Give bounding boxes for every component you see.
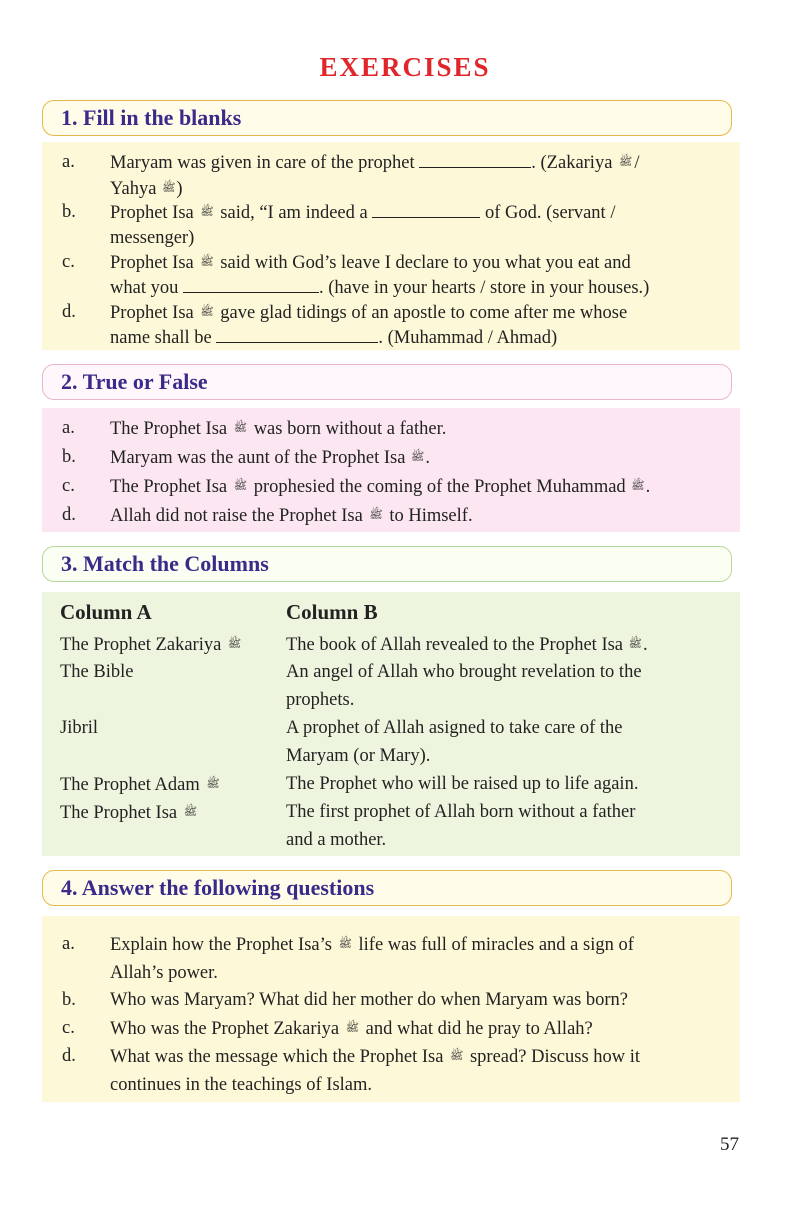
column-b-item: prophets. [286, 690, 355, 710]
section-body-match [42, 592, 740, 856]
column-a-title: Column A [60, 600, 152, 624]
item-text: Allah did not raise the Prophet Isa [110, 506, 363, 526]
item-letter: c. [62, 252, 75, 272]
item-text: / [634, 153, 640, 173]
item-text: messenger) [110, 228, 195, 248]
column-b-item: The book of Allah revealed to the Prophet Isa ﷺ. [286, 635, 648, 655]
blank-line [216, 328, 378, 343]
item-text: Maryam was given in care of the prophet [110, 153, 415, 173]
pbuh-icon: ﷺ [200, 206, 214, 218]
item-text: The Prophet Adam [60, 775, 200, 795]
column-a-item: Jibril [60, 718, 99, 738]
column-b-item: Maryam (or Mary). [286, 746, 431, 766]
item-letter: d. [62, 1046, 76, 1066]
item-text: and what did he pray to Allah? [365, 1019, 593, 1039]
section-header-true-false [42, 364, 732, 400]
blank-line [183, 278, 319, 293]
column-b-item: An angel of Allah who brought revelation to the [286, 662, 642, 682]
item-text: was born without a father. [253, 419, 447, 439]
page-number: 57 [720, 1134, 739, 1155]
pbuh-icon: ﷺ [206, 778, 220, 790]
section-heading: 1. Fill in the blanks [61, 105, 242, 130]
section-body-true-false [42, 408, 740, 532]
pbuh-icon: ﷺ [411, 451, 425, 463]
item-text: said with God’s leave I declare to you what you eat and [220, 253, 631, 273]
item-letter: b. [62, 202, 76, 222]
item-text: what you [110, 278, 179, 298]
column-a-item [60, 798, 199, 827]
item-text: gave glad tidings of an apostle to come after me whose [220, 303, 628, 323]
item-text: What was the message which the Prophet Isa [110, 1047, 444, 1067]
item-text: Prophet Isa [110, 203, 194, 223]
item-letter: a. [62, 152, 75, 172]
item-text: Who was Maryam? What did her mother do when Maryam was born? [110, 990, 629, 1010]
pbuh-icon: ﷺ [233, 422, 248, 434]
section-header-fill-blanks [42, 100, 732, 136]
pbuh-icon: ﷺ [200, 256, 214, 268]
pbuh-icon: ﷺ [619, 156, 633, 168]
column-a-item [60, 630, 243, 659]
pbuh-icon: ﷺ [162, 182, 176, 194]
item-letter: a. [62, 418, 75, 438]
item-text: . [425, 448, 430, 468]
pbuh-icon: ﷺ [369, 509, 383, 521]
item-text: . [645, 477, 651, 497]
item-text: Prophet Isa [110, 253, 194, 273]
pbuh-icon: ﷺ [183, 806, 198, 818]
item-text: said, “I am indeed a [220, 203, 368, 223]
item-text: ) [176, 179, 183, 199]
pbuh-icon: ﷺ [338, 938, 352, 950]
column-b-item: and a mother. [286, 830, 387, 850]
section-body-questions [42, 916, 740, 1102]
item-letter: b. [62, 990, 76, 1010]
item-text: prophesied the coming of the Prophet Muhammad [253, 477, 626, 497]
item-text: The Prophet Isa [60, 803, 178, 823]
section-header-questions [42, 870, 732, 906]
item-letter: a. [62, 934, 75, 954]
column-b-item: The first prophet of Allah born without a father [286, 802, 636, 822]
item-text: name shall be [110, 328, 212, 348]
pbuh-icon: ﷺ [227, 638, 242, 650]
item-letter: b. [62, 447, 76, 467]
item-text: . (have in your hearts / store in your houses.) [318, 278, 650, 298]
pbuh-icon: ﷺ [345, 1022, 360, 1034]
section-heading: 3. Match the Columns [61, 551, 269, 576]
item-letter: d. [62, 505, 76, 525]
column-b-item: The Prophet who will be raised up to life again. [286, 774, 639, 794]
item-text: Explain how the Prophet Isa’s [110, 935, 332, 955]
item-letter: c. [62, 476, 75, 496]
item-text: The book of Allah revealed to the Prophet Isa [286, 635, 624, 655]
item-text: . (Zakariya [531, 153, 613, 173]
item-text: continues in the teachings of Islam. [110, 1075, 373, 1095]
blank-line [419, 153, 531, 168]
item-text: Who was the Prophet Zakariya [110, 1019, 340, 1039]
item-text: The Prophet Isa [110, 477, 228, 497]
item-text: Maryam was the aunt of the Prophet Isa [110, 448, 406, 468]
section-heading: 2. True or False [61, 369, 208, 394]
section-body-fill-blanks [42, 142, 740, 350]
column-a-item [60, 770, 222, 799]
column-b-title: Column B [286, 600, 378, 624]
column-b-item: A prophet of Allah asigned to take care of the [286, 718, 623, 738]
item-text: of God. (servant / [484, 203, 616, 223]
item-letter: d. [62, 302, 76, 322]
item-text: The Prophet Isa [110, 419, 228, 439]
item-text: Allah’s power. [110, 963, 218, 983]
item-text: . (Muhammad / Ahmad) [378, 328, 558, 348]
pbuh-icon: ﷺ [200, 306, 214, 318]
pbuh-icon: ﷺ [233, 480, 248, 492]
item-text: Yahya [110, 179, 157, 199]
item-text: The Prophet Zakariya [60, 635, 222, 655]
blank-line [372, 203, 480, 218]
column-a-item: The Bible [60, 662, 134, 682]
page-title: EXERCISES [319, 52, 491, 82]
section-header-match [42, 546, 732, 582]
item-text: spread? Discuss how it [469, 1047, 641, 1067]
pbuh-icon: ﷺ [450, 1050, 464, 1062]
pbuh-icon: ﷺ [628, 638, 642, 650]
item-text: Prophet Isa [110, 303, 194, 323]
section-heading: 4. Answer the following questions [61, 875, 375, 900]
pbuh-icon: ﷺ [631, 480, 645, 492]
item-letter: c. [62, 1018, 75, 1038]
item-text: life was full of miracles and a sign of [358, 935, 634, 955]
item-text: to Himself. [389, 506, 473, 526]
